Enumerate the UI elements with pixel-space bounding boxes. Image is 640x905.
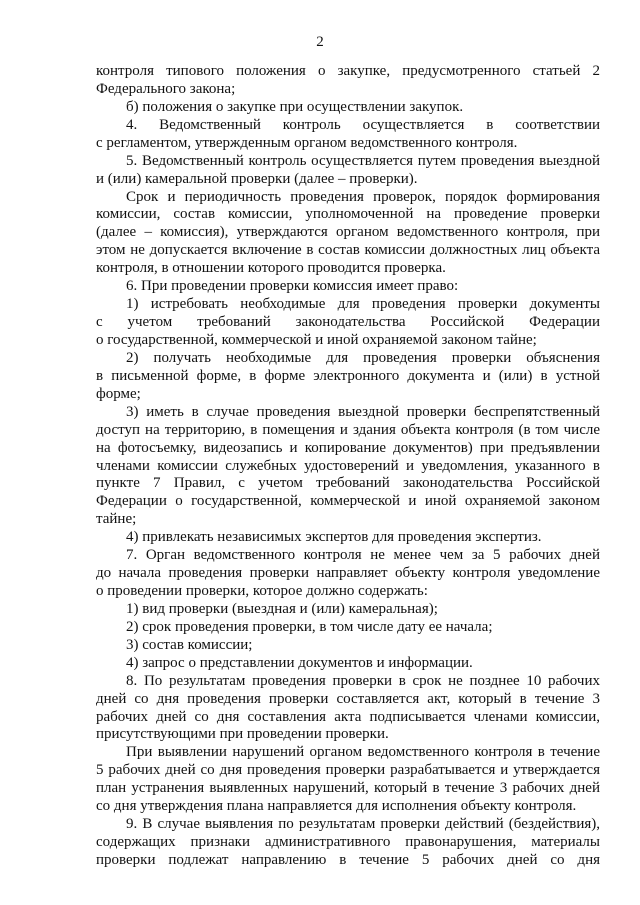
text-line: дней со дня проведения проверки составляется акт, который в течение 3 [96, 690, 600, 707]
text-line: комиссии, состав комиссии, уполномоченной на проведение проверки [96, 206, 600, 223]
text-line: в письменной форме, в форме электронного документа и (или) в устной [96, 367, 600, 384]
text-line: контроля, в отношении которого проводится проверка. [96, 260, 446, 277]
text-line: 3) состав комиссии; [126, 636, 253, 653]
text-line: Федерации о государственной, коммерческой и иной охраняемой законом [96, 493, 600, 510]
text-line: 4) привлекать независимых экспертов для проведения экспертиз. [126, 529, 542, 546]
text-line: форме; [96, 385, 141, 402]
text-line: пункте 7 Правил, с учетом требований законодательства Российской [96, 475, 600, 492]
text-line: Федерального закона; [96, 80, 236, 97]
text-line: о государственной, коммерческой и иной охраняемой законом тайне; [96, 331, 537, 348]
text-line: 2) срок проведения проверки, в том числе дату ее начала; [126, 618, 493, 635]
text-line: б) положения о закупке при осуществлении закупок. [126, 98, 464, 115]
text-line: и (или) камеральной проверки (далее – проверки). [96, 170, 418, 187]
text-line: 4. Ведомственный контроль осуществляется в соответствии [126, 116, 600, 133]
text-line: о проведении проверки, которое должно содержать: [96, 583, 428, 599]
text-line: этом не допускается включение в состав комиссии должностных лиц объекта [96, 242, 600, 259]
text-line: с регламентом, утвержденным органом ведомственного контроля. [96, 134, 518, 151]
text-line: на фотосъемку, видеозапись и копирование документов) при предъявлении [96, 439, 600, 456]
text-line: членами комиссии служебных удостоверений и уведомления, указанного в [96, 457, 600, 474]
text-line: 5. Ведомственный контроль осуществляется путем проведения выездной [126, 152, 600, 169]
text-line: присутствующими при проведении проверки. [96, 726, 389, 743]
text-line: 4) запрос о представлении документов и информации. [126, 654, 473, 671]
text-line: содержащих признаки административного правонарушения, материалы [96, 834, 600, 850]
text-line: (далее – комиссия), утверждаются органом ведомственного контроля, при [96, 224, 600, 241]
text-line: доступ на территорию, в помещения и здания объекта контроля (в том числе [96, 421, 600, 438]
page-number: 2 [316, 34, 324, 50]
text-line: контроля типового положения о закупке, предусмотренного статьей 2 [96, 63, 600, 79]
text-line: 5 рабочих дней со дня проведения проверки разрабатывается и утверждается [96, 762, 600, 779]
text-line: 7. Орган ведомственного контроля не менее чем за 5 рабочих дней [126, 547, 600, 564]
text-line: до начала проведения проверки направляет объекту контроля уведомление [96, 565, 600, 581]
text-line: 1) истребовать необходимые для проведения проверки документы [126, 296, 600, 313]
text-line: 8. По результатам проведения проверки в срок не позднее 10 рабочих [126, 672, 600, 689]
text-line: план устранения выявленных нарушений, который в течение 3 рабочих дней [96, 780, 600, 797]
text-line: 1) вид проверки (выездная и (или) камеральная); [126, 600, 438, 617]
text-line: 2) получать необходимые для проведения проверки объяснения [126, 349, 600, 366]
text-line: 3) иметь в случае проведения выездной проверки беспрепятственный [126, 403, 600, 420]
text-line: с учетом требований законодательства Российской Федерации [96, 314, 600, 330]
text-line: Срок и периодичность проведения проверок, порядок формирования [126, 188, 600, 205]
text-line: 6. При проведении проверки комиссия имеет право: [126, 278, 459, 295]
text-line: рабочих дней со дня составления акта подписывается членами комиссии, [96, 708, 600, 725]
text-line: проверки подлежат направлению в течение 5 рабочих дней со дня [96, 851, 600, 868]
text-line: 9. В случае выявления по результатам проверки действий (бездействия), [126, 816, 600, 833]
text-line: тайне; [96, 511, 137, 528]
text-line: со дня утверждения плана направляется для исполнения объекту контроля. [96, 798, 577, 815]
text-line: При выявлении нарушений органом ведомственного контроля в течение [126, 744, 600, 761]
